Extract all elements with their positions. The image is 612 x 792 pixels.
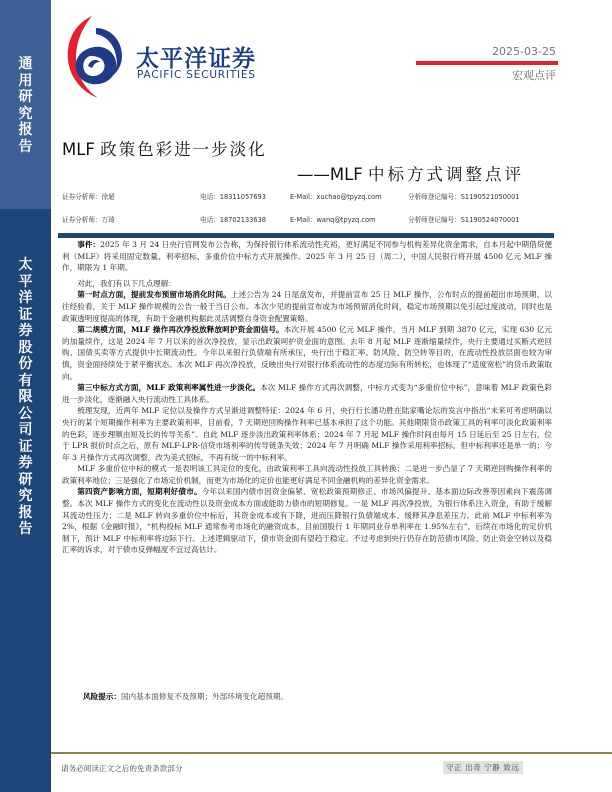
header-accent-bar: [416, 61, 558, 65]
sidebar-label-char: 太: [18, 257, 33, 273]
report-title-text: 政策色彩进一步淡化: [100, 140, 267, 159]
analyst-registration: 分析师登记编号：S1190524070001: [408, 216, 520, 224]
report-date: 2025-03-25: [492, 45, 556, 58]
sidebar-label-char: 告: [18, 138, 33, 155]
sidebar-label-char: 究: [18, 105, 33, 122]
sidebar-label-char: 平: [18, 273, 33, 290]
sidebar-label-char: 研: [18, 89, 33, 105]
sidebar-label-char: 报: [18, 504, 33, 521]
sidebar-label-char: 股: [18, 339, 33, 356]
section-divider-bar: [58, 233, 554, 238]
footer-motto: 守正 出奇 宁静 致远: [443, 761, 523, 774]
event-text: 2025 年 3 月 24 日央行官网发布公告称，为保持银行体系流动性充裕，更好满足不同参与机构差异化资金需求，自本月起中期借贷便利（MLF）将采用固定数量、利率招标、多重价位中标方式开展操作。2025 年 3 月 25 日（周二），中国人民银行将开展 4500 亿元 MLF 操作，期限为 1 年期。: [62, 240, 552, 273]
point3-text: 本次 MLF 操作方式再次调整，中标方式变为“多重价位中标”，意味着 MLF 政策色彩进一步淡化，逐渐融入央行流动性工具体系。: [62, 383, 553, 404]
analyst-row: [62, 214, 562, 226]
point2-paragraph: [62, 324, 552, 382]
sidebar-label-char: 证: [18, 438, 33, 455]
analyst-phone: 电话：18311057693: [200, 193, 266, 201]
brand-name-cn: 太平洋证券: [136, 46, 256, 72]
risk-warning: [83, 691, 288, 702]
sidebar-label-char: 究: [18, 488, 33, 504]
point3-heading: 第三中标方式方面，MLF 政策利率属性进一步淡化。: [77, 383, 261, 393]
point4-text: 今年以来国内债市因资金偏紧、宽松政策预期修正、市场风偏提升、基本面边际改善等因素向下震荡调整。本次 MLF 操作方式的变化在流动性以及资金成本方面或能助力债市的短期修复。一是 MLF 再次净投放，为银行体系注入资金，有助于缓解其流动性压力；二是 MLF 转向多重价位中标后，其资金成本或有下降，进而压降银行负债端成本、缓释其净息差压力。此前 MLF 中标利率为 2%，根据《金融时报》，“机构投标 MLF 通常参考市场化的融资成本，目前国股行 1 年期同业存单利率在 1.95%左右”，后续在市场化的定价机制下，预计 MLF 中标利率将边际下行。上述逻辑驱动下，债市资金面有望趋于稳定。不过考虑到央行仍存在防范债市风险、防止资金空转以及稳汇率的诉求，对于债市反弹幅度不宜过高估计。: [62, 487, 552, 555]
intro-paragraph: 对此，我们有以下几点理解：: [77, 278, 176, 288]
analyst-email[interactable]: E-Mail：xuchao@tpyzq.com: [290, 193, 382, 201]
analyst-name: 证券分析师：徐超: [62, 193, 115, 201]
report-subtitle-text: 中标方式调整点评: [368, 165, 524, 184]
point4-paragraph: [62, 486, 552, 556]
sidebar-label-char: 研: [18, 471, 33, 488]
event-paragraph: [62, 239, 552, 274]
point4-heading: 第四资产影响方面，短期利好债市。: [77, 487, 202, 497]
point3-implications-paragraph: MLF 多重价位中标的模式一是表明该工具定位的变化，由政策利率工具向流动性投放工具转换；二是进一步凸显了 7 天期逆回购操作利率的政策利率地位；三是强化了市场定价机制，而更为市场化的定价也能更好满足不同金融机构的差异化资金需求。: [62, 464, 552, 485]
sidebar-label-char: 报: [18, 122, 33, 138]
sidebar-label-char: 公: [18, 405, 33, 422]
analyst-email[interactable]: E-Mail：wanq@tpyzq.com: [290, 216, 376, 224]
analyst-phone: 电话：18702133638: [200, 216, 266, 224]
event-label: 事件：: [77, 240, 101, 249]
risk-text: 国内基本面修复不及预期；外部环境变化超预期。: [120, 692, 289, 701]
sidebar-label-char: 券: [18, 455, 33, 471]
sidebar-label-char: 证: [18, 306, 33, 323]
point3-history-paragraph: 梳理发现，近两年 MLF 定位以及操作方式呈渐进调整特征：2024 年 6 月，央行行长潘功胜在陆家嘴论坛的发言中指出“未来可考虑明确以央行的某个短期操作利率为主要政策利率，目前看，7 天期逆回购操作利率已基本承担了这个功能。其他期限货币政策工具的利率可淡化政策利率的色彩，逐步理顺由短及长的传导关系”。自此 MLF 逐步淡出政策利率体系；2024 年 7 月起 MLF 操作时间由每月 15 日延后至 25 日左右，位于 LPR 报价时点之后，原有 MLF-LPR-信贷市场利率的传导链条失效；2024 年 7 月明确 MLF 操作采用利率招标，但中标利率还是单一的；今年 3 月操作方式再次调整，改为美式招标，不再有统一的中标利率。: [62, 406, 552, 462]
analyst-registration: 分析师登记编号：S1190521050001: [408, 193, 520, 201]
sidebar-company-label: [0, 257, 51, 538]
sidebar-label-char: 份: [18, 356, 33, 372]
sidebar-label-char: 券: [18, 323, 33, 339]
point2-text: 本次开展 4500 亿元 MLF 操作，当月 MLF 到期 3870 亿元，实现 630 亿元的加量续作，这是 2024 年 7 月以来的首次净投放，显示出政策呵护资金面的意图。去年 8 月起 MLF 逐渐缩量续作，央行主要通过买断式逆回购、国债买卖等方式提供中长期流动性。今年以来银行负债端有所承压，央行出于稳汇率、防风险、防空转等目的，在流动性投放层面也较为审慎，资金面持续处于紧平衡状态。本次 MLF 再次净投放，反映出央行对银行体系流动性的态度边际有所转松，也体现了“适度宽松”的货币政策取向。: [62, 325, 552, 381]
sidebar-label-char: 洋: [18, 290, 33, 306]
point1-paragraph: [62, 289, 552, 324]
sidebar-label-char: 通: [18, 56, 33, 72]
footer-disclaimer: 请务必阅读正文之后的免责条款部分: [61, 764, 183, 773]
report-title-prefix: MLF: [62, 140, 95, 159]
point1-heading: 第一时点方面，提前发布预留市场消化时间。: [77, 290, 231, 300]
sidebar-label-char: 有: [18, 372, 33, 389]
pacific-securities-logo-icon: [66, 14, 126, 100]
report-subtitle: [297, 161, 524, 185]
report-subtitle-prefix: ——MLF: [296, 165, 363, 184]
sidebar-label-char: 用: [18, 72, 33, 89]
sidebar-label-char: 告: [18, 521, 33, 537]
analyst-row: [62, 191, 562, 203]
report-title: [62, 136, 267, 160]
footer-divider: [51, 752, 612, 754]
brand-name-en: PACIFIC SECURITIES: [137, 69, 256, 81]
report-body: [62, 239, 552, 556]
risk-label: 风险提示：: [83, 692, 121, 701]
point3-paragraph: [62, 382, 552, 405]
analyst-name: 证券分析师：万琦: [62, 216, 115, 224]
sidebar-label-char: 限: [18, 389, 33, 405]
point2-heading: 第二规模方面，MLF 操作再次净投放释放呵护资金面信号。: [77, 325, 284, 335]
sidebar-label-char: 司: [18, 422, 33, 438]
report-category: 宏观点评: [512, 69, 556, 82]
point1-text: 上述公告为 24 日尾盘发布，并提前宣布 25 日 MLF 操作，公布时点的提前超出市场预期。以往经验看，关于 MLF 操作规模的公告一般于当日公布。本次少见的提前宣布或为市场预留消化时间，稳定市场预期以免引起过度波动，同时也是政策透明度提高的体现，有助于金融机构据此灵活调整自身资金配置策略。: [62, 290, 552, 323]
sidebar-report-type-label: [0, 56, 51, 155]
